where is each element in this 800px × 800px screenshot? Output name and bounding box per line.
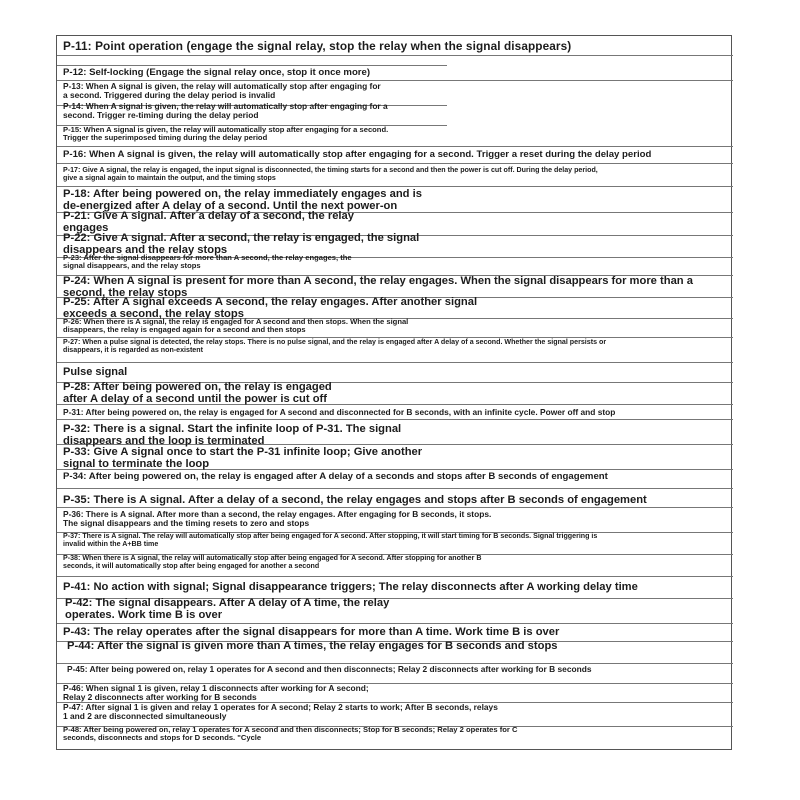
parameter-row-p33: P-33: Give A signal once to start the P-31 infinite loop; Give another signal to terminate the loop — [63, 446, 423, 471]
parameter-row-p18: P-18: After being powered on, the relay immediately engages and is de-energized after A delay of a second. Until the next power-on — [63, 188, 422, 213]
parameter-row-p26: P-26: When there is A signal, the relay is engaged for A second and then stops. When the signal disappears, the relay is engaged again for a second and then stops — [63, 317, 409, 335]
parameter-row-p15: P-15: When A signal is given, the relay will automatically stop after engaging for a second. Trigger the superimposed timing during the delay period — [63, 125, 389, 143]
parameter-row-p44: P-44: After the signal is given more than A times, the relay engages for B seconds and stops — [67, 640, 558, 652]
parameter-row-p11: P-11: Point operation (engage the signal relay, stop the relay when the signal disappears) — [63, 39, 572, 53]
divider — [57, 146, 733, 147]
parameter-row-p17: P-17: Give A signal, the relay is engaged, the input signal is disconnected, the timing starts for a second and then the power is cut off. During the delay period, give a signal again to maintain the output, and the timing stops — [63, 166, 598, 182]
parameter-row-p14: P-14: When A signal is given, the relay will automatically stop after engaging for a second. Trigger re-timing during the delay period — [63, 101, 388, 121]
parameter-row-p21: P-21: Give A signal. After a delay of a second, the relay engages — [63, 210, 354, 235]
divider — [57, 163, 733, 164]
parameter-row-p32: P-32: There is a signal. Start the infinite loop of P-31. The signal disappears and the loop is terminated — [63, 423, 402, 448]
parameter-row-p48: P-48: After being powered on, relay 1 operates for A second and then disconnects; Stop for B seconds; Relay 2 operates for C seconds, disconnects and stops for D seconds. "Cycle — [63, 725, 518, 743]
divider — [57, 55, 733, 56]
divider — [57, 507, 733, 508]
parameter-row-p46: P-46: When signal 1 is given, relay 1 disconnects after working for A second; Relay 2 disconnects after working for B seconds — [63, 683, 369, 703]
parameter-row-p47: P-47: After signal 1 is given and relay 1 operates for A second; Relay 2 starts to work; After B seconds, relays 1 and 2 are disconnected simultaneously — [63, 702, 498, 722]
section-heading-pulse-signal: Pulse signal — [63, 366, 128, 378]
specification-sheet — [56, 35, 732, 750]
parameter-row-p45: P-45: After being powered on, relay 1 operates for A second and then disconnects; Relay 2 disconnects after working for B seconds — [67, 664, 592, 674]
parameter-row-p35: P-35: There is A signal. After a delay of a second, the relay engages and stops after B seconds of engagement — [63, 494, 647, 506]
parameter-row-p13: P-13: When A signal is given, the relay will automatically stop after engaging for a second. Triggered during the delay period is invalid — [63, 81, 381, 101]
parameter-row-p34: P-34: After being powered on, the relay is engaged after A delay of a seconds and stops after B seconds of engagement — [63, 471, 608, 482]
parameter-row-p25: P-25: After A signal exceeds A second, the relay engages. After another signal exceeds a second, the relay stops — [63, 296, 478, 321]
divider — [57, 488, 733, 489]
divider — [57, 362, 733, 363]
parameter-row-p16: P-16: When A signal is given, the relay will automatically stop after engaging for a second. Trigger a reset during the delay period — [63, 149, 652, 160]
divider — [57, 419, 733, 420]
parameter-row-p38: P-38: When there is A signal, the relay will automatically stop after being engaged for A second. After stopping for another B seconds, it will automatically stop after being engaged for another a second — [63, 554, 482, 570]
parameter-row-p41: P-41: No action with signal; Signal disappearance triggers; The relay disconnects after A working delay time — [63, 581, 638, 593]
parameter-row-p27: P-27: When a pulse signal is detected, the relay stops. There is no pulse signal, and the relay is engaged after A delay of a second. Whether the signal persists or disappears, it is regarded as non-existent — [63, 338, 607, 354]
parameter-row-p12: P-12: Self-locking (Engage the signal relay once, stop it once more) — [63, 67, 371, 78]
parameter-row-p42: P-42: The signal disappears. After A delay of A time, the relay operates. Work time B is over — [65, 597, 390, 622]
parameter-row-p22: P-22: Give A signal. After a second, the relay is engaged, the signal disappears and the relay stops — [63, 232, 420, 257]
parameter-row-p36: P-36: There is A signal. After more than a second, the relay engages. After engaging for B seconds, it stops. The signal disappears and the timing resets to zero and stops — [63, 509, 492, 529]
divider — [57, 576, 733, 577]
divider — [57, 65, 447, 66]
divider — [57, 186, 733, 187]
parameter-row-p28: P-28: After being powered on, the relay is engaged after A delay of a second until the power is cut off — [63, 381, 332, 406]
parameter-row-p37: P-37: There is A signal. The relay will automatically stop after being engaged for A second. After stopping, it will start timing for B seconds. Signal triggering is invalid within the A+BB time — [63, 532, 598, 548]
parameter-row-p43: P-43: The relay operates after the signal disappears for more than A time. Work time B is over — [63, 626, 560, 638]
parameter-row-p24: P-24: When A signal is present for more than A second, the relay engages. When the signal disappears for more than a second, the relay stops — [63, 275, 693, 300]
parameter-row-p23: P-23: After the signal disappears for more than A second, the relay engages, the signal disappears, and the relay stops — [63, 253, 352, 271]
parameter-row-p31: P-31: After being powered on, the relay is engaged for A second and disconnected for B seconds, with an infinite cycle. Power off and stop — [63, 407, 616, 417]
divider — [57, 623, 733, 624]
